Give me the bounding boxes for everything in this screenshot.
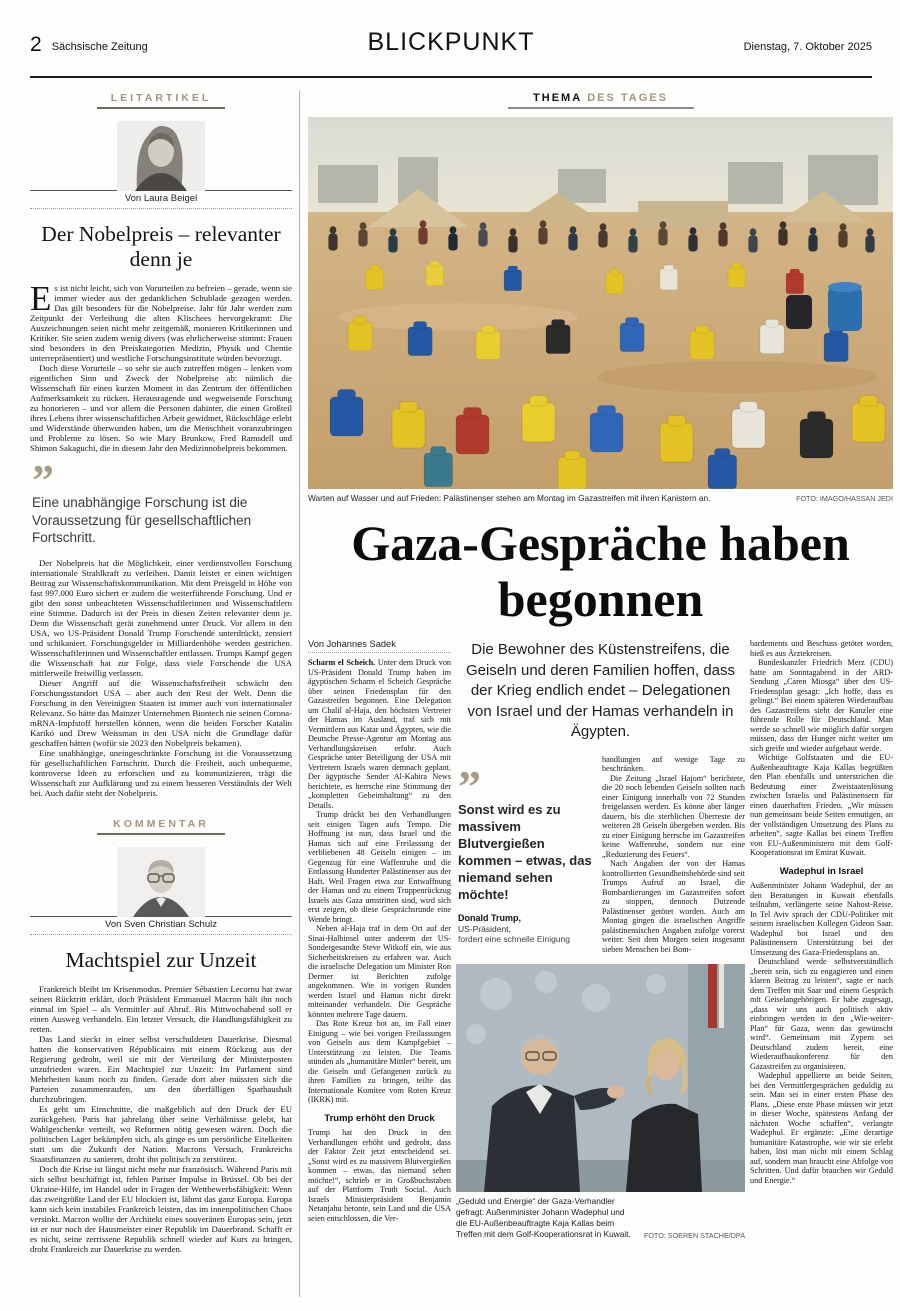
thema-des-tages [308, 88, 893, 1306]
wadephul-kallas-photo [456, 964, 745, 1192]
kommentar-headline: Machtspiel zur Unzeit [65, 947, 257, 972]
section-title: BLICKPUNKT [367, 28, 535, 56]
paragraph: Neben al-Haja traf in dem Ort auf der Sinai-Halbinsel unter anderem der US-Sondergesandte Steve Witkoff ein, wie aus Sicherheitskreisen zu erfahren war. Auch die israelische Delegation um Minister Ron Dermer ist Berichten zufolge angekommen. Wie in vorigen Runden werden Israel und Hamas nicht direkt miteinander verhandeln. Die Gespräche könnten mehrere Tage dauern. [308, 924, 451, 1019]
gaza-water-queue-photo [308, 117, 893, 489]
paragraph: Nach Angaben der von der Hamas kontrollierten Gesundheitsbehörde sind seit Trumps Aufruf an Israel, die Bombardierungen im Gazastreifen sofort zu stoppen, dennoch Dutzende Palästinenser getötet worden. Auch am Montag gingen die israelischen Angriffe palästinensischen Angaben zufolge vorerst weiter. Seit dem Morgen seien insgesamt sieben Menschen bei Bom- [602, 859, 745, 954]
subhead-trump: Trump erhöht den Druck [324, 1112, 435, 1124]
kommentar-byline: Von Sven Christian Schulz [30, 916, 292, 935]
main-photo-caption: Warten auf Wasser und auf Frieden: Palästinenser stehen am Montag im Gazastreifen mit ihren Kanistern an. [308, 493, 711, 503]
paragraph: Wadephul appellierte an beide Seiten, bei den Vermittlergesprächen geduldig zu sein. Man sei in einer ersten Phase des Plans. „Diese erste Phase müssen wir jetzt in dieser Woche, spätestens Anfang der nächsten Woche schaffen“, verlangte Wadephul. Er ergänzte: „Eine derartige humanitäre Katastrophe, wie wir sie erlebt haben, löst man nicht mit einem Schlag auf, sondern man braucht eine Abfolge von Schritten. Und dafür brauchen wir Geduld und Energie.“ [750, 1071, 893, 1185]
paragraph: Bundeskanzler Friedrich Merz (CDU) hatte am Sonntagabend in der ARD-Sendung „Caren Miosga“ über den US-Friedensplan gesagt: „Ich hoffe, dass es gelingt.“ Bei einem späteren Wiederaufbau des Gazastreifens sieht der Kanzler eine führende Rolle für Deutschland. Man werde so schnell wie möglich dafür sorgen müssen, dass der Hunger nicht weiter um sich greife und wieder aufgebaut werde. [750, 658, 893, 753]
leitartikel-rubric [30, 88, 292, 109]
publication-name: Sächsische Zeitung [51, 41, 148, 53]
leitartikel-label: LEITARTIKEL [97, 92, 225, 109]
leitartikel-pullquote [32, 456, 290, 547]
pullquote-author: Donald Trump, [458, 912, 521, 923]
kommentar-body [30, 984, 292, 1254]
main-headline: Gaza-Gespräche haben begonnen [351, 515, 850, 627]
leitartikel-body-continued [30, 558, 292, 798]
photo2-credit: FOTO: SOEREN STACHE/DPA [643, 1231, 745, 1240]
leitartikel-section [30, 88, 292, 798]
pullquote-text: Eine unabhängige Forschung ist die Voraussetzung für gesellschaftlichen Fortschritt. [32, 495, 252, 545]
main-photo-credit: FOTO: IMAGO/HASSAN JEDI [796, 494, 893, 503]
paragraph: Außenminister Johann Wadephul, der an den Beratungen in Kuwait ebenfalls teilnahm, verlängerte seine Nahost-Reise. In Tel Aviv sprach der CDU-Politiker mit seinem israelischen Kollegen Gideon Saar. Wadephul bot Israel und den Palästinensern Unterstützung bei der Umsetzung des Gaza-Friedensplans an. [750, 881, 893, 957]
article-deck: Die Bewohner des Küstenstreifens, die Geiseln und deren Familien hoffen, dass der Krieg endlich endet – Delegationen von Israel und der Hamas verhandeln in Ägypten. [465, 641, 736, 740]
paragraph: Frankreich bleibt im Krisenmodus. Premier Sébastien Lecornu hat zwar seinen Rücktritt erklärt, doch Präsident Emmanuel Macron hält ihn noch einmal im Spiel – als Vermittler auf Abruf. Bis Mittwochabend soll er einen Ausweg verhandeln. Ein letzter Versuch, die Handlungsfähigkeit zu retten. [30, 983, 292, 1034]
subhead-wadephul: Wadephul in Israel [779, 865, 864, 877]
photo2-caption: „Geduld und Energie“ der Gaza-Verhandler gefragt: Außenminister Johann Wadephul und die EU-Außenbeauftragte Kaja Kallas beim Treffen mit dem Golf-Kooperationsrat in Kuwait. [456, 1196, 631, 1239]
kommentar-rubric [30, 814, 292, 835]
photo2-caption-row [456, 1196, 745, 1240]
article-column-1 [308, 639, 451, 1240]
thema-rubric [308, 88, 893, 109]
leitartikel-byline: Von Laura Beigel [30, 190, 292, 209]
thema-label-light: DES TAGES [587, 92, 668, 104]
article-byline: Von Johannes Sadek [308, 639, 451, 653]
pullquote-text: Sonst wird es zu massivem Blutvergießen kommen – etwas, das niemand sehen möchte! [458, 801, 592, 902]
paragraph: Es ist nicht leicht, sich von Vorurteilen zu befreien – gerade, wenn sie immer wieder aus der gedanklichen Schublade gezogen werden. Das gilt besonders für die Nobelpreise. Jahr für Jahr werden zum Zeitpunkt der Verleihung die alten Klischees hervorgekramt: Die Auszeichnungen seien nicht mehr zeitgemäß, monieren Kritikerinnen und Kritiker. Sie seien zudem wenig divers (was ehrlicherweise stimmt: Frauen sind besonders in den Preiskategorien Medizin, Physik und Chemie unterrepräsentiert) und westliche Forschungsinstitute würden bevorzugt. [30, 279, 292, 363]
paragraph: Das Rote Kreuz bot an, im Fall einer Einigung – wie bei vorigen Freilassungen von Geiseln aus dem Kampfgebiet – Unterstützung zu leisten. Die Teams stünden als „humanitäre Mittler“ bereit, um die Geiseln und Gefangenen zurück zu ihren Familien zu bringen, teilte das Internationale Komitee vom Roten Kreuz (IKRK) mit. [308, 1019, 451, 1104]
kommentar-label: KOMMENTAR [97, 818, 225, 835]
paragraph: Es geht um Einschnitte, die maßgeblich auf den Druck der EU zurückgehen. Paris hat jahrelang über seine Verhältnisse gelebt, hat Wahlgeschenke verteilt, wo Reformen nötig gewesen wären. Doch die politischen Lager bekämpfen sich, als ginge es um persönliche Eitelkeiten statt um die Zukunft der Nation. Macrons Versuch, Frankreichs Staatsfinanzen zu sanieren, droht ihn politisch zu zerstören. [30, 1103, 292, 1164]
article-column-4 [750, 639, 893, 1240]
edition-date: Dienstag, 7. Oktober 2025 [743, 41, 872, 53]
trump-pullquote [456, 760, 596, 955]
quote-icon: ” [458, 760, 479, 812]
drop-cap: E [30, 279, 52, 318]
paragraph: Das Land steckt in einer selbst verschuldeten Dauerkrise. Diesmal hatten die konservativen Républicains mit einem Rückzug aus der Regierung gedroht, weil sie mit der Verteilung der Ministerposten unzufrieden waren. Ein Machtspiel zur Unzeit: Im Parlament sind Mehrheiten kaum noch zu finden. Gerade dort aber müssten sich die Parteien zusammenraufen, um den überfälligen Sparhaushalt durchzubringen. [30, 1033, 292, 1104]
pullquote-detail: fordert eine schnelle Einigung [458, 933, 570, 944]
author-portrait-laura-beigel [117, 121, 205, 191]
paragraph: Dieser Angriff auf die Wissenschaftsfreiheit schwächt den Forschungsstandort USA – aber auch den Rest der Welt. Denn die Forschung in den Vereinigten Staaten ist immer auch von internationaler Relevanz. So hätte das Mainzer Unternehmen Biontech nie seinen Corona-mRNA-Impfstoff herstellen können, wenn die beiden Forscher Katalin Karikó und Drew Weissman in den USA nicht die Grundlage dafür geschaffen hätten (wofür sie 2023 den Nobelpreis bekamen). [30, 677, 292, 748]
thema-label-bold: THEMA [533, 92, 583, 104]
page-header [30, 28, 872, 56]
paragraph: bardements und Beschuss getötet worden, hieß es aus Ärztekreisen. [750, 639, 893, 658]
masthead-rule [30, 76, 872, 78]
main-photo-caption-row [308, 493, 893, 503]
paragraph: Deutschland werde selbstverständlich „bereit sein, sich zu engagieren und einen klaren Beitrag zu leisten“, sagte er nach dem Treffen mit Saar und einem Gespräch mit Geiselangehörigen. Er habe zugesagt, „dass wir uns auch politisch aktiv einbringen werden in den „Wie-weiter-Plan“ für Gaza, wenn das gewünscht wird“. Gemeinsam mit Zypern sei Deutschland zudem bereit, eine Wiederaufbaukonferenz für den Gazastreifen zu organisieren. [750, 957, 893, 1071]
paragraph: Doch die Krise ist längst nicht mehr nur französisch. Während Paris mit sich selbst beschäftigt ist, fehlen Pariser Impulse in Brüssel. Ob bei der Ukraine-Hilfe, im Handel oder in Fragen der Wettbewerbsfähigkeit: Wenn das zweitgrößte Land der EU blockiert ist, lähmt das ganz Europa. Europa kann sich kein instabiles Frankreich leisten, das im innenpolitischen Chaos versinkt. Macron wollte der Architekt eines souveränen Europas sein, jetzt ist er nur noch der Hausmeister einer Republik im Dauerbrand. Schafft er es nicht, seine zerrissene Republik schnell wieder auf Kurs zu bringen, droht Frankreich zur Dauerkrise zu werden. [30, 1163, 292, 1254]
quote-icon: ” [32, 456, 52, 505]
page-number: 2 [30, 33, 42, 56]
paragraph: Der Nobelpreis hat die Möglichkeit, einer verdienstvollen Forschung internationale Strahlkraft zu verleihen. Damit leistet er einen wichtigen Beitrag zur Wissenschaftskommunikation. Mit dem Preisgeld in Höhe von fast 997.000 Euro sichert er zudem die weiterführende Forschung. Und er gibt den sonst unbeachteten Wissenschaftlerinnen und Wissenschaftlern eine Stimme. Dadurch ist der Preis in diesen Zeiten relevanter denn je. Denn die Wissenschaft gerät zunehmend unter Druck. Vor allem in den USA, wo US-Präsident Donald Trump Forschende unterdrückt, zensiert und schikaniert. Forschungsgelder in Milliardenhöhe werden gestrichen. Wissenschaftlerinnen und Wissenschaftler entlassen. Trumps Kampf gegen die Wissenschaft hat zur Folge, dass viele Forschende die USA mittlerweile freiwillig verlassen. [30, 557, 292, 678]
opinion-rail [30, 88, 292, 1303]
paragraph: Trump drückt bei den Verhandlungen seit einigen Tagen aufs Tempo. Die Hoffnung ist nun, dass Israel und die Hamas sich auf eine Freilassung der verbliebenen 48 Geiseln einigen – im Gegenzug für eine Waffenruhe und die Entlassung Hunderter Palästinenser aus der Haft. Weil Fragen etwa zur Entwaffnung der Hamas und zu einem Truppenrückzug Israels aus Gaza umstritten sind, wird sich erst zeigen, ob diese Gesprächsrunde eine Wende bringt. [308, 810, 451, 924]
kommentar-section [30, 814, 292, 1254]
leitartikel-headline: Der Nobelpreis – relevanter denn je [41, 222, 281, 271]
leitartikel-body [30, 279, 292, 453]
dateline: Scharm el Scheich. [308, 658, 376, 667]
article-middle [456, 639, 745, 1240]
pullquote-role: US-Präsident, [458, 923, 511, 934]
author-portrait-sven-schulz [117, 847, 205, 917]
main-article [308, 639, 893, 1240]
paragraph: handlungen auf wenige Tage zu beschränken. [602, 754, 745, 773]
paragraph: Scharm el Scheich. Unter dem Druck von US-Präsident Donald Trump haben im ägyptischen Scharm el Scheich Gespräche über seinen Friedensplan für den Gazastreifen begonnen. Eine Delegation um Chalil al-Haja, den höchsten Vertreter der Hamas im Ausland, traf sich mit Vermittlern aus Katar und Ägypten, wie die Deutsche Presse-Agentur am Montag aus Verhandlungskreisen erfuhr. Auch Gespräche unter Beteiligung der USA mit Vertretern Israels waren demnach geplant. Der ägyptische Sender Al-Kahira News berichtete, es herrsche eine Stimmung der „kompletten Geheimhaltung“ zu den Details. [308, 658, 452, 810]
paragraph: Wichtige Golfstaaten und die EU-Außenbeauftragte Kaja Kallas begrüßten den Plan ebenfalls und unterstrichen die Bedeutung einer Zweistaatenlösung zwischen Israelis und Palästinensern für einen dauerhaften Frieden. „Wir müssen nun gemeinsam beide Seiten ermutigen, an der vollständigen Umsetzung des Plans zu arbeiten“, sagte Kallas bei einem Treffen von EU-Außenministern mit dem Golf-Kooperationsrat im Emirat Kuwait. [750, 753, 893, 857]
paragraph: Eine unabhängige, uneingeschränkte Forschung ist die Voraussetzung für gesellschaftlichen Fortschritt. Durch die Freiheit, auch unbequeme, kontroverse Ideen zu erforschen und zu kommunizieren, trägt die Wissenschaft zur Aufklärung und zu einem besseren Verständnis der Welt bei. Auch dafür steht der Nobelpreis. [30, 747, 292, 798]
column-divider [299, 90, 300, 1297]
paragraph: Doch diese Vorurteile – so sehr sie auch zutreffen mögen – lenken vom eigentlichen Sinn und Zweck der Nobelpreise ab: nämlich die Wissenschaft für einen kurzen Moment in das Zentrum der öffentlichen Aufmerksamkeit zu rücken. Herausragende und wegweisende Forschung zu honorieren – und vor allem die Personen dahinter, die einen Großteil ihres Lebens ihrer wissenschaftlichen Arbeit gewidmet, Rückschläge erlebt und Widerstände überwunden haben, um die Menschheit voranzubringen und Probleme zu lösen. So wie Mary Brunkow, Fred Ramsdell und Shimon Sakaguchi, die in diesem Jahr den Medizinnobelpreis bekommen. [30, 363, 292, 453]
paragraph: Die Zeitung „Israel Hajom“ berichtete, die 20 noch lebenden Geiseln sollten nach einer Einigung innerhalb von 72 Stunden freigelassen werden. Es könne aber länger dauern, bis die sterblichen Überreste der weiteren 28 Geiseln übergeben werden. Bis zu einer Einigung herrsche im Gazastreifen keine Waffenruhe, sondern nur eine „Reduzierung des Feuers“. [602, 773, 745, 859]
paragraph: Trump hat den Druck in den Verhandlungen erhöht und gedroht, dass der Faktor Zeit jetzt entscheidend sei. „Sonst wird es zu massivem Blutvergießen kommen – etwas, das niemand sehen möchte!“, schrieb er in Großbuchstaben auf der Plattform Truth Social. Auch Israels Ministerpräsident Benjamin Netanjahu betonte, sein Land und die USA seien entschlossen, die Ver- [308, 1128, 451, 1223]
article-column-3 [602, 755, 745, 955]
